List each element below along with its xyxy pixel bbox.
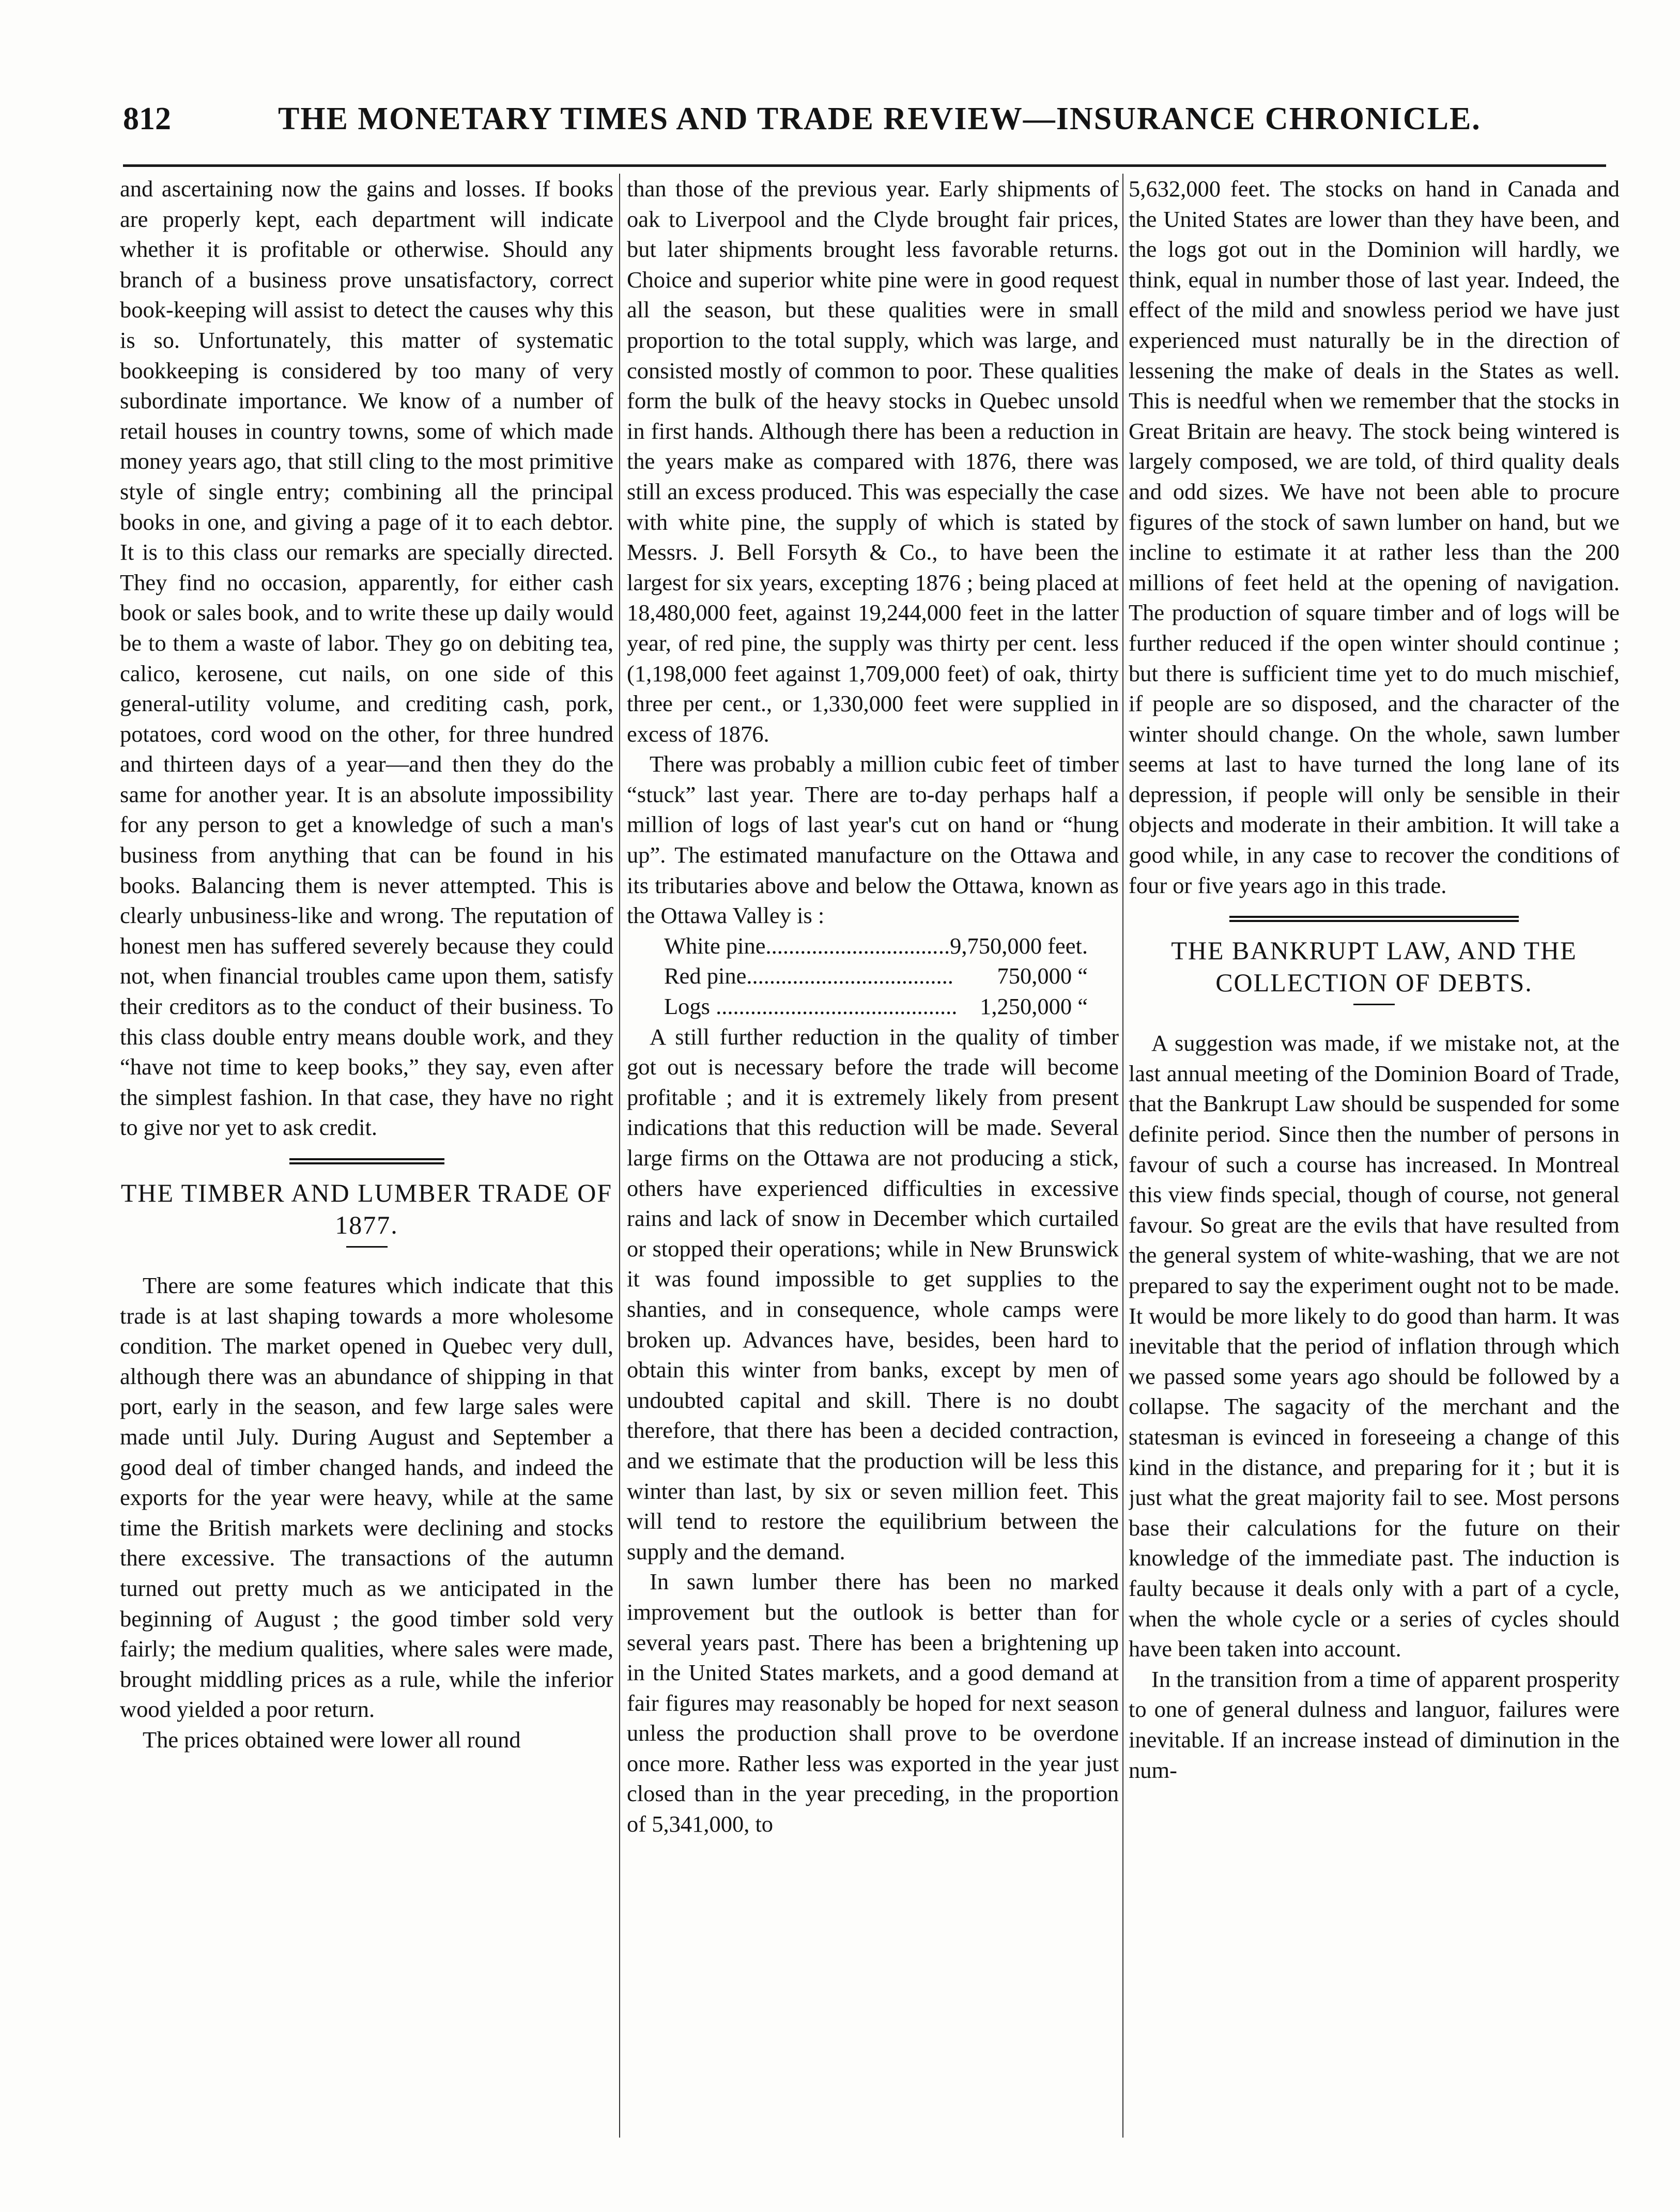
timber-paragraph: There was probably a million cubic feet of timber “stuck” last year. There are to-day perhaps half a million of logs of last year's cut on hand or “hung up”. The estimated manufacture on the Ottawa and its tributaries above and below the Ottawa, known as the Ottawa Valley is : xyxy=(627,751,1119,929)
column-2 xyxy=(627,174,1119,2127)
list-item-amount: ..9,750,000 feet. xyxy=(938,932,1088,959)
timber-article-heading: THE TIMBER AND LUMBER TRADE OF 1877. xyxy=(120,1178,613,1239)
header-rule xyxy=(123,164,1606,167)
list-item-amount: 750,000 “ xyxy=(997,963,1088,989)
section-separator xyxy=(289,1158,444,1164)
list-item xyxy=(627,931,1119,961)
column-divider xyxy=(1122,174,1123,2138)
timber-paragraph: 5,632,000 feet. The stocks on hand in Canada and the United States are lower than they have been, and the logs got out in the Dominion will hardly, we think, equal in number those of last year. Indeed, the effect of the mild and snowless period we have just experienced must naturally be in the direction of lessening the make of deals in the States as well. This is needful when we remember that the stocks in Great Britain are heavy. The stock being wintered is largely composed, we are told, of third quality deals and odd sizes. We have not been able to procure figures of the stock of sawn lumber on hand, but we incline to estimate it at rather less than the 200 millions of feet held at the opening of navigation. The production of square timber and of logs will be further reduced if the open winter should continue ; but there is sufficient time yet to do much mischief, if people are so disposed, and the character of the winter should change. On the whole, sawn lumber seems at last to have turned the long lane of its depression, if people will only be sensible in their objects and moderate in their ambition. It will take a good while, in any case to recover the conditions of four or five years ago in this trade. xyxy=(1129,176,1620,898)
list-item-amount: 1,250,000 “ xyxy=(980,993,1088,1020)
timber-paragraph: than those of the previous year. Early shipments of oak to Liverpool and the Clyde brought fair prices, but later shipments brought less favorable returns. Choice and superior white pine were in good request all the season, but these qualities were in small proportion to the total supply, which was large, and consisted mostly of common to poor. These qualities form the bulk of the heavy stocks in Quebec unsold in first hands. Although there has been a reduction in the years make as compared with 1876, there was still an excess produced. This was especially the case with white pine, the supply of which is stated by Messrs. J. Bell Forsyth & Co., to have been the largest for six years, excepting 1876 ; being placed at 18,480,000 feet, against 19,244,000 feet in the latter year, of red pine, the supply was thirty per cent. less (1,198,000 feet against 1,709,000 feet) of oak, thirty three per cent., or 1,330,000 feet were supplied in excess of 1876. xyxy=(627,176,1119,747)
timber-paragraph: A still further reduction in the quality of timber got out is necessary before the trade will become profitable ; and it is extremely likely from present indications that this reduction will be made. Several large firms on the Ottawa are not producing a stick, others have experienced difficulties in excessive rains and lack of snow in December which curtailed or stopped their operations; while in New Brunswick it was found impossible to get supplies to the shanties, and in consequence, whole camps were broken up. Advances have, besides, been hard to obtain this winter from banks, except by men of undoubted capital and skill. There is no doubt therefore, that there has been a decided contraction, and we estimate that the production will be less this winter than last, by six or seven million feet. This will tend to restore the equilibrium between the supply and the demand. xyxy=(627,1023,1119,1564)
ottawa-production-list xyxy=(627,931,1119,1022)
bankrupt-law-article-heading: THE BANKRUPT LAW, AND THE COLLECTION OF DEBTS. xyxy=(1171,936,1577,997)
list-item-label: White pine.............................. xyxy=(664,932,938,959)
heading-underline xyxy=(1353,1004,1395,1005)
list-item xyxy=(627,991,1119,1022)
section-separator xyxy=(1229,916,1519,922)
list-item xyxy=(627,961,1119,991)
timber-paragraph: In sawn lumber there has been no marked improvement but the outlook is better than for several years past. There has been a brightening up in the United States markets, and a good demand at fair figures may reasonably be hoped for next season unless the production shall prove to be overdone once more. Rather less was exported in the year just closed than in the year preceding, in the proportion of 5,341,000, to xyxy=(627,1569,1119,1837)
list-item-label: Red pine.................................... xyxy=(664,963,953,989)
timber-paragraph: There are some features which indicate that this trade is at last shaping towards a more wholesome condition. The market opened in Quebec very dull, although there was an abundance of shipping in that port, early in the season, and few large sales were made until July. During August and September a good deal of timber changed hands, and indeed the exports for the year were heavy, while at the same time the British markets were declining and stocks there excessive. The transactions of the autumn turned out pretty much as we anticipated in the beginning of August ; the good timber sold very fairly; the medium qualities, where sales were made, brought middling prices as a rule, while the inferior wood yielded a poor return. xyxy=(120,1272,613,1723)
page-header xyxy=(123,101,1601,147)
bookkeeping-article-continuation: and ascertaining now the gains and losses. If books are properly kept, each department will indicate whether it is profitable or otherwise. Should any branch of a business prove unsatisfactory, correct book-keeping will assist to detect the causes why this is so. Unfortunately, this matter of systematic bookkeeping is considered by too many of very subordinate importance. We know of a number of retail houses in country towns, some of which made money years ago, that still cling to the most primitive style of single entry; combining all the principal books in one, and giving a page of it to each debtor. It is to this class our remarks are specially directed. They find no occasion, apparently, for either cash book or sales book, and to write these up daily would be to them a waste of labor. They go on debiting tea, calico, kerosene, cut nails, on one side of this general-utility volume, and crediting cash, pork, potatoes, cord wood on the other, for three hundred and thirteen days of a year—and then they do the same for another year. It is an absolute impossibility for any person to get a knowledge of such a man's business from anything that can be found in his books. Balancing them is never attempted. This is clearly unbusiness-like and wrong. The reputation of honest men has suffered severely because they could not, when financial troubles came upon them, satisfy their creditors as to the conduct of their business. To this class double entry means double work, and they “have not time to keep books,” they say, even after the simplest fashion. In that case, they have no right to give nor yet to ask credit. xyxy=(120,176,613,1141)
column-divider xyxy=(619,174,620,2138)
column-1 xyxy=(120,174,613,2127)
bankrupt-law-paragraph: A suggestion was made, if we mistake not, at the last annual meeting of the Dominion Board of Trade, that the Bankrupt Law should be suspended for some definite period. Since then the number of persons in favour of such a course has increased. In Montreal this view finds special, though of course, not general favour. So great are the evils that have resulted from the general system of white-washing, that we are not prepared to say the experiment ought not to be made. It would be more likely to do good than harm. It was inevitable that the period of inflation through which we passed some years ago should be followed by a collapse. The sagacity of the merchant and the statesman is evinced in foreseeing a change of this kind in the distance, and preparing for it ; but it is just what the great majority fail to see. Most persons base their calculations for the future on their knowledge of the immediate past. The induction is faulty because it deals only with a part of a cycle, when the whole cycle or a series of cycles should have been taken into account. xyxy=(1129,1030,1620,1662)
heading-underline xyxy=(346,1246,388,1248)
bankrupt-law-paragraph: In the transition from a time of apparent prosperity to one of general dulness and languor, failures were inevitable. If an increase instead of diminution in the num- xyxy=(1129,1666,1620,1783)
timber-paragraph: The prices obtained were lower all round xyxy=(143,1726,521,1753)
column-3 xyxy=(1129,174,1620,2127)
list-item-label: Logs .......................................... xyxy=(664,993,958,1020)
page-title: THE MONETARY TIMES AND TRADE REVIEW—INSURANCE CHRONICLE. xyxy=(278,101,1481,136)
page-number: 812 xyxy=(123,101,171,136)
